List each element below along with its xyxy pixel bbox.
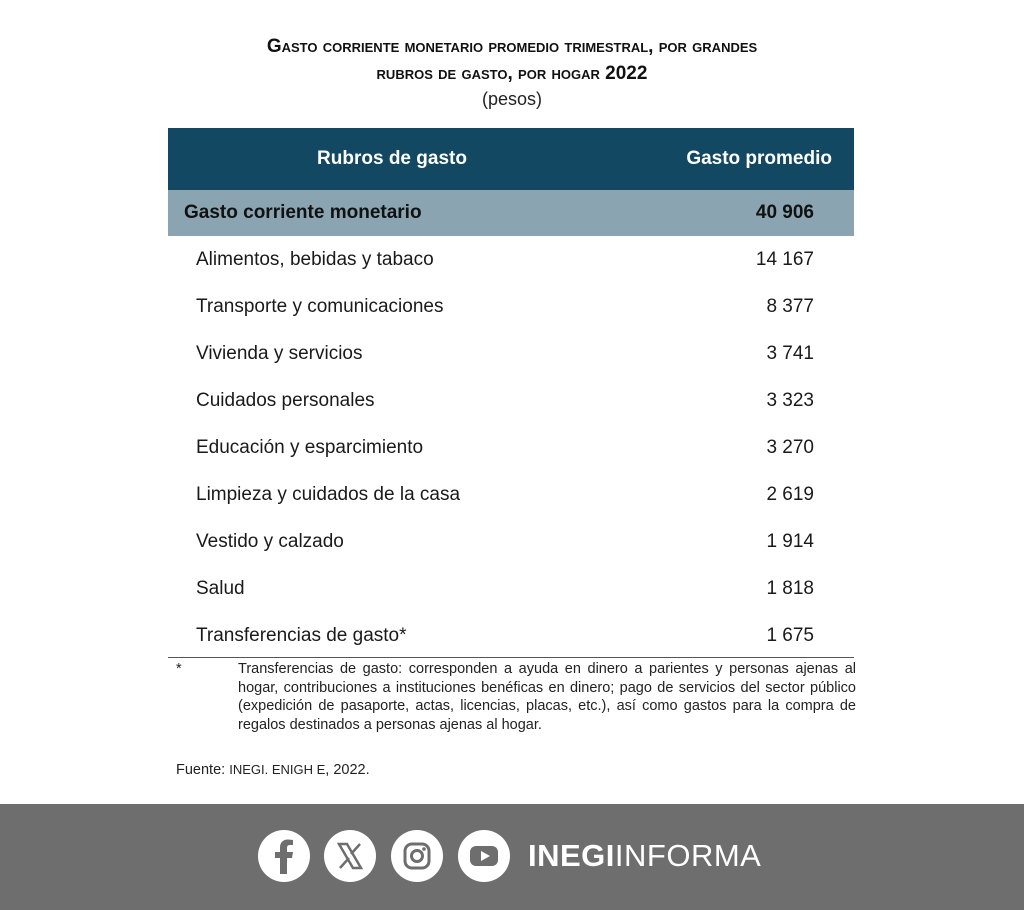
facebook-icon[interactable] (258, 830, 310, 882)
row-value: 1 914 (766, 530, 814, 552)
row-label: Vestido y calzado (196, 530, 344, 552)
row-value: 1 818 (766, 577, 814, 599)
header-value: Gasto promedio (686, 148, 832, 169)
brand-bold: INEGI (528, 838, 615, 873)
title-line-1: Gasto corriente monetario promedio trimestral, por grandes (266, 36, 758, 57)
source-org: INEGI. ENIGH E (229, 762, 326, 777)
units-label: (pesos) (481, 89, 543, 109)
source-year: , 2022. (325, 762, 370, 778)
brand-logo (528, 836, 761, 876)
table-row (168, 471, 854, 518)
row-label: Vivienda y servicios (196, 342, 363, 364)
footnote-marker: * (176, 661, 182, 677)
row-label: Alimentos, bebidas y tabaco (196, 248, 434, 270)
table-row (168, 565, 854, 612)
table-row (168, 424, 854, 471)
row-label: Salud (196, 577, 245, 599)
page-title (0, 33, 1024, 87)
brand-light: INFORMA (614, 838, 762, 873)
row-label: Limpieza y cuidados de la casa (196, 483, 461, 505)
footnote-divider (168, 657, 854, 658)
row-value: 3 270 (766, 436, 814, 458)
footnote (176, 660, 856, 734)
row-label: Educación y esparcimiento (196, 436, 424, 458)
table-row (168, 612, 854, 659)
row-value: 1 675 (766, 624, 814, 646)
source-label: Fuente: (176, 762, 226, 778)
header-category: Rubros de gasto (317, 148, 467, 169)
row-label: Cuidados personales (196, 389, 375, 411)
row-value: 3 741 (766, 342, 814, 364)
youtube-icon[interactable] (458, 830, 510, 882)
table-row (168, 283, 854, 330)
row-value: 3 323 (766, 389, 814, 411)
instagram-icon[interactable] (391, 830, 443, 882)
source-line (176, 762, 370, 778)
row-value: 8 377 (766, 295, 814, 317)
table-header (168, 128, 854, 190)
row-value: 2 619 (766, 483, 814, 505)
footer-bar (0, 804, 1024, 910)
title-line-2: rubros de gasto, por hogar (376, 63, 606, 84)
row-value: 14 167 (755, 248, 814, 270)
footnote-text: Transferencias de gasto: corresponden a ayuda en dinero a parientes y personas ajenas al hogar, contribuciones a instituciones benéficas en dinero; pago de servicios del sector público (expedición de pasaporte, actas, licencias, placas, etc.), así como gastos para la compra de regalos destinados a personas ajenas al hogar. (238, 661, 856, 733)
row-label: Transferencias de gasto* (196, 624, 407, 646)
table-row (168, 236, 854, 283)
expense-table (168, 128, 854, 659)
total-value: 40 906 (755, 202, 814, 223)
table-row (168, 330, 854, 377)
total-label: Gasto corriente monetario (184, 202, 422, 223)
x-icon[interactable] (324, 830, 376, 882)
title-year: 2022 (605, 63, 648, 84)
total-row (168, 190, 854, 236)
table-row (168, 377, 854, 424)
row-label: Transporte y comunicaciones (196, 295, 444, 317)
table-row (168, 518, 854, 565)
